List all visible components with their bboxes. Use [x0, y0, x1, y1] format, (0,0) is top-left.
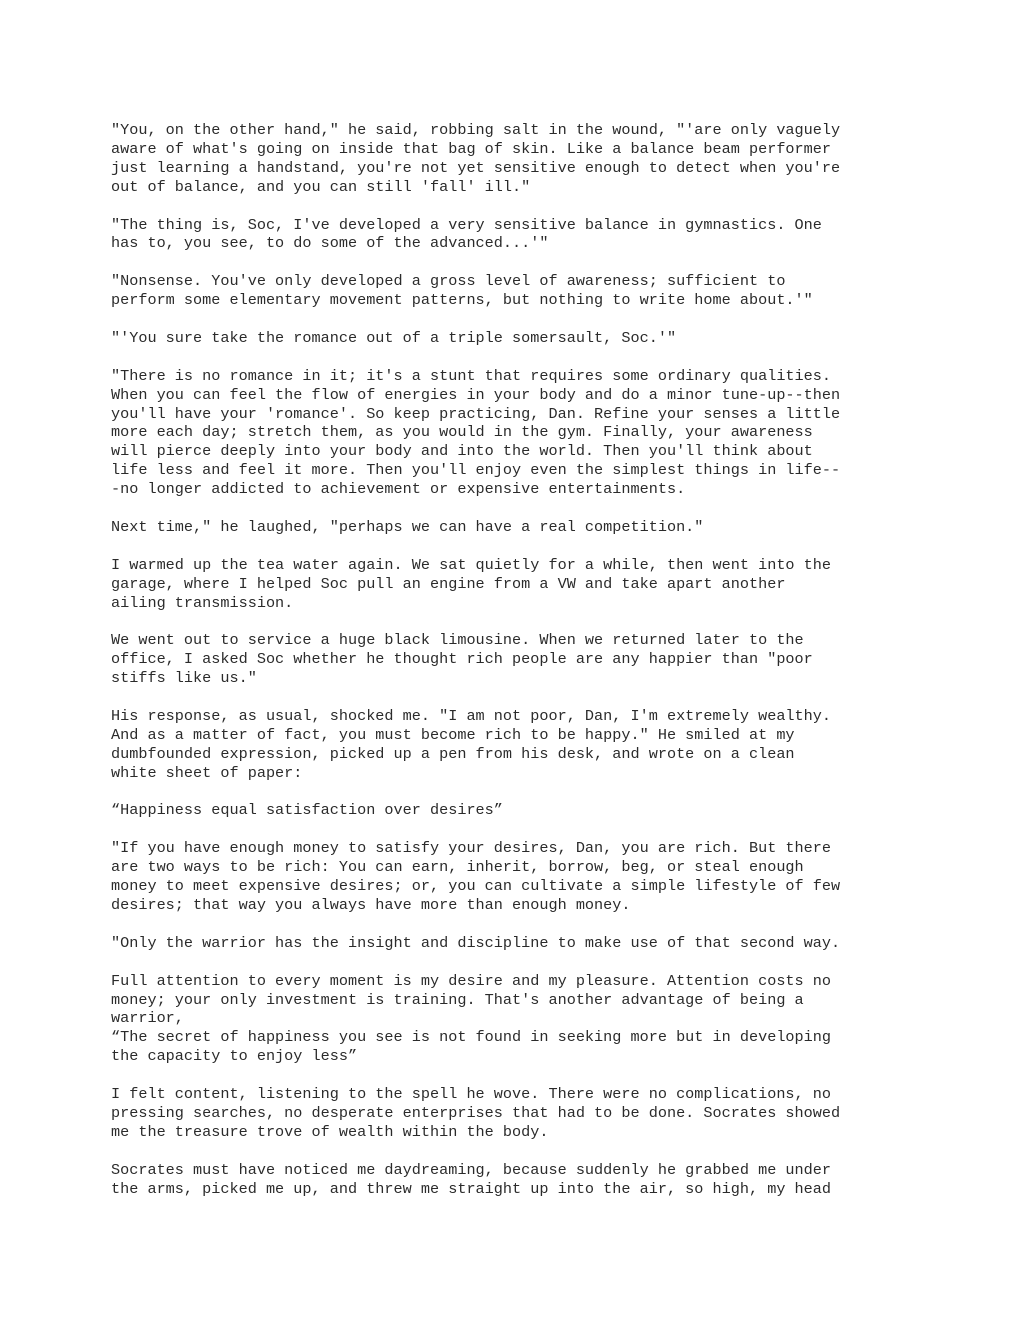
paragraph: We went out to service a huge black limousine. When we returned later to the office, I asked Soc whether he thought rich people are any happier than "poor stiffs like us." [111, 631, 813, 688]
paragraph: "You, on the other hand," he said, robbing salt in the wound, "'are only vaguely aware of what's going on inside that bag of skin. Like a balance beam performer just learning a handstand, you're not yet sensitive enough to detect when you're out of balance, and you can still 'fall' ill." [111, 121, 841, 196]
paragraph: I felt content, listening to the spell he wove. There were no complications, no pressing searches, no desperate enterprises that had to be done. Socrates showed me the treasure trove of wealth within the body. [111, 1085, 841, 1141]
paragraph: Next time," he laughed, "perhaps we can have a real competition." [111, 517, 704, 536]
paragraph: "Nonsense. You've only developed a gross level of awareness; sufficient to perform some elementary movement patterns, but nothing to write home about.'" [111, 272, 813, 310]
paragraph: "The thing is, Soc, I've developed a very sensitive balance in gymnastics. One has to, you see, to do some of the advanced...'" [111, 215, 822, 253]
paragraph: Full attention to every moment is my desire and my pleasure. Attention costs no money; your only investment is training. That's another advantage of being a warrior, “The secret of happiness you see is not found in seeking more but in developing the capacity to enjoy less” [111, 971, 832, 1066]
paragraph: "'You sure take the romance out of a triple somersault, Soc.'" [111, 328, 677, 347]
quote-line: “Happiness equal satisfaction over desires” [111, 801, 503, 820]
paragraph: "There is no romance in it; it's a stunt that requires some ordinary qualities. When you can feel the flow of energies in your body and do a minor tune-up--then you'll have your 'romance'. So keep practicing, Dan. Refine your senses a little more each day; stretch them, as you would in the gym. Finally, your awareness will pierce deeply into your body and into the world. Then you'll think about life less and feel it more. Then you'll enjoy even the simplest things in life-- -no longer addicted to achievement or expensive entertainments. [111, 366, 841, 499]
paragraph: "If you have enough money to satisfy your desires, Dan, you are rich. But there are two ways to be rich: You can earn, inherit, borrow, beg, or steal enough money to meet expensive desires; or, you can cultivate a simple lifestyle of few desires; that way you always have more than enough money. [111, 839, 841, 914]
paragraph: "Only the warrior has the insight and discipline to make use of that second way. [111, 933, 841, 952]
paragraph: His response, as usual, shocked me. "I am not poor, Dan, I'm extremely wealthy. And as a matter of fact, you must become rich to be happy." He smiled at my dumbfounded expression, picked up a pen from his desk, and wrote on a clean white sheet of paper: [111, 706, 832, 782]
body-text [111, 121, 921, 1198]
paragraph: Socrates must have noticed me daydreaming, because suddenly he grabbed me under the arms, picked me up, and threw me straight up into the air, so high, my head [111, 1160, 832, 1198]
paragraph: I warmed up the tea water again. We sat quietly for a while, then went into the garage, where I helped Soc pull an engine from a VW and take apart another ailing transmission. [111, 555, 832, 612]
